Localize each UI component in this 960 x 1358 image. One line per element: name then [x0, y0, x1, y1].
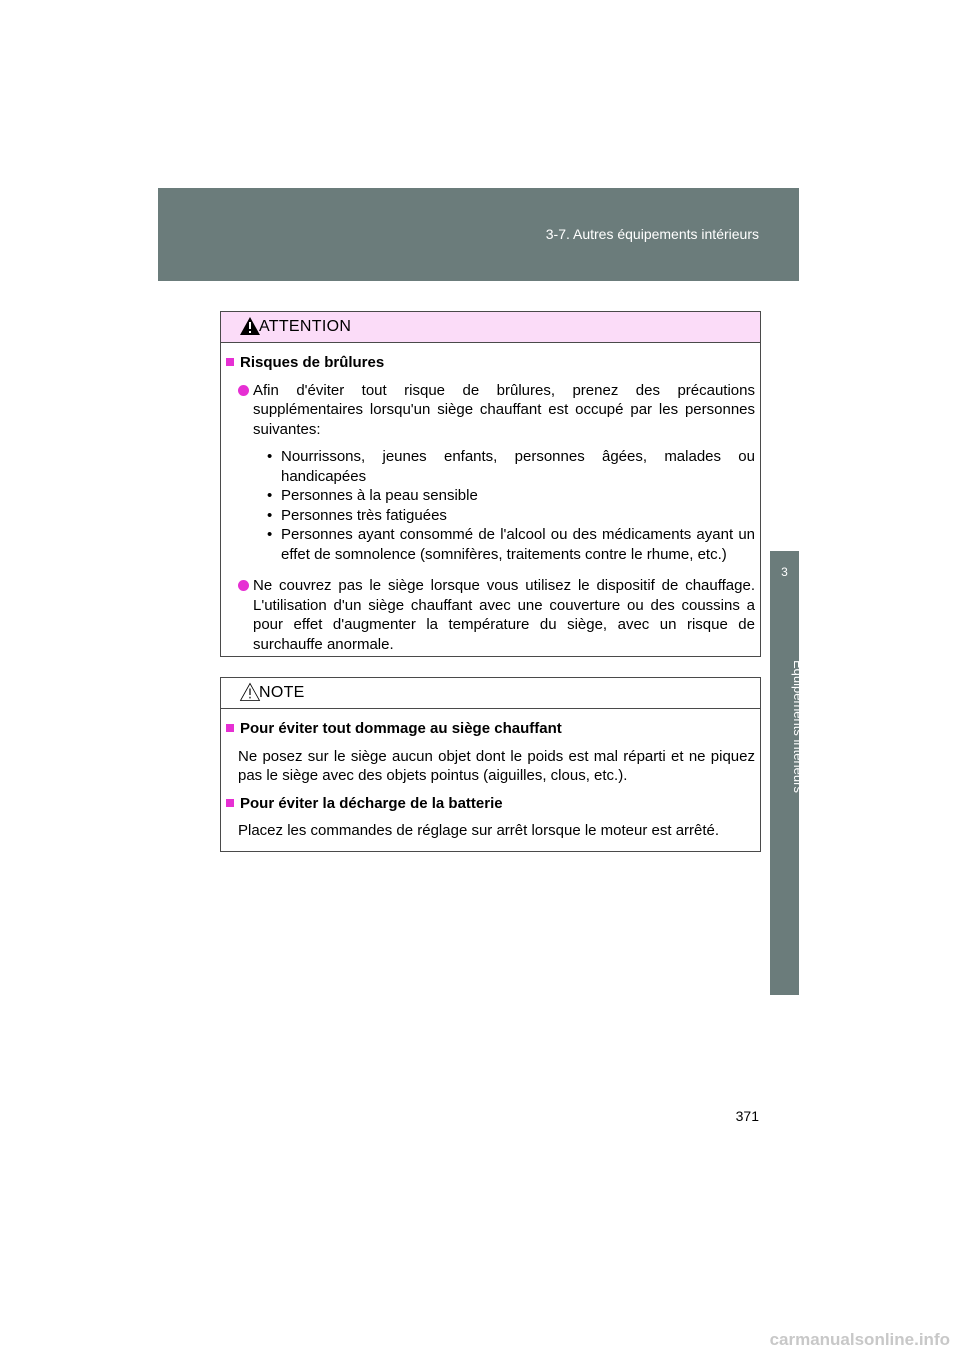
attention-point-1 — [238, 381, 755, 569]
attention-point-2 — [238, 576, 755, 654]
page-number: 371 — [735, 1108, 759, 1124]
chapter-tab — [770, 551, 799, 595]
note-heading-2 — [226, 794, 755, 814]
square-bullet-icon — [226, 724, 234, 732]
section-header-band — [158, 188, 799, 281]
note-heading-1-text: Pour éviter tout dommage au siège chauffant — [240, 720, 562, 737]
attention-point-2-text: Ne couvrez pas le siège lorsque vous utilisez le dispositif de chauffage. L'utilisation d'un siège chauffant avec une couverture ou des coussins a pour effet d'augmenter la température du siège, avec un risque de surchauffe anormale. — [253, 577, 755, 653]
note-body — [221, 709, 760, 841]
note-heading-2-text: Pour éviter la décharge de la batterie — [240, 794, 503, 812]
attention-label: ATTENTION — [259, 318, 352, 335]
attention-heading — [226, 353, 755, 373]
chapter-label: Équipements intérieurs — [791, 660, 806, 793]
attention-header — [221, 312, 760, 343]
warning-triangle-filled-icon — [239, 316, 261, 336]
attention-bullet-list — [267, 447, 755, 564]
list-item: • Nourrissons, jeunes enfants, personnes âgées, malades ou handicapées — [267, 448, 755, 485]
note-text-1: Ne posez sur le siège aucun objet dont le poids est mal réparti et ne piquez pas le siège avec des objets pointus (aiguilles, clous, etc.). — [238, 747, 755, 784]
list-item: • Personnes très fatiguées — [267, 506, 447, 524]
round-bullet-icon — [238, 385, 249, 396]
note-heading-1 — [226, 719, 755, 739]
list-item: • Personnes ayant consommé de l'alcool ou des médicaments ayant un effet de somnolence (somnifères, traitements contre le rhume, etc.) — [267, 526, 755, 563]
chapter-number: 3 — [781, 565, 788, 579]
square-bullet-icon — [226, 799, 234, 807]
watermark: carmanualsonline.info — [769, 1330, 950, 1349]
note-header — [221, 678, 760, 709]
attention-heading-text: Risques de brûlures — [240, 354, 385, 371]
note-text-2: Placez les commandes de réglage sur arrêt lorsque le moteur est arrêté. — [238, 822, 720, 839]
attention-point-1-text: Afin d'éviter tout risque de brûlures, prenez des précautions supplémentaires lorsqu'un siège chauffant est occupé par les personnes suivantes: — [253, 381, 755, 438]
note-label: NOTE — [259, 684, 305, 701]
round-bullet-icon — [238, 580, 249, 591]
list-item: • Personnes à la peau sensible — [267, 487, 478, 504]
note-box — [220, 677, 761, 852]
section-title: 3-7. Autres équipements intérieurs — [545, 226, 759, 242]
square-bullet-icon — [226, 358, 234, 366]
warning-triangle-outline-icon — [239, 682, 261, 702]
attention-box — [220, 311, 761, 657]
attention-body — [221, 343, 760, 654]
